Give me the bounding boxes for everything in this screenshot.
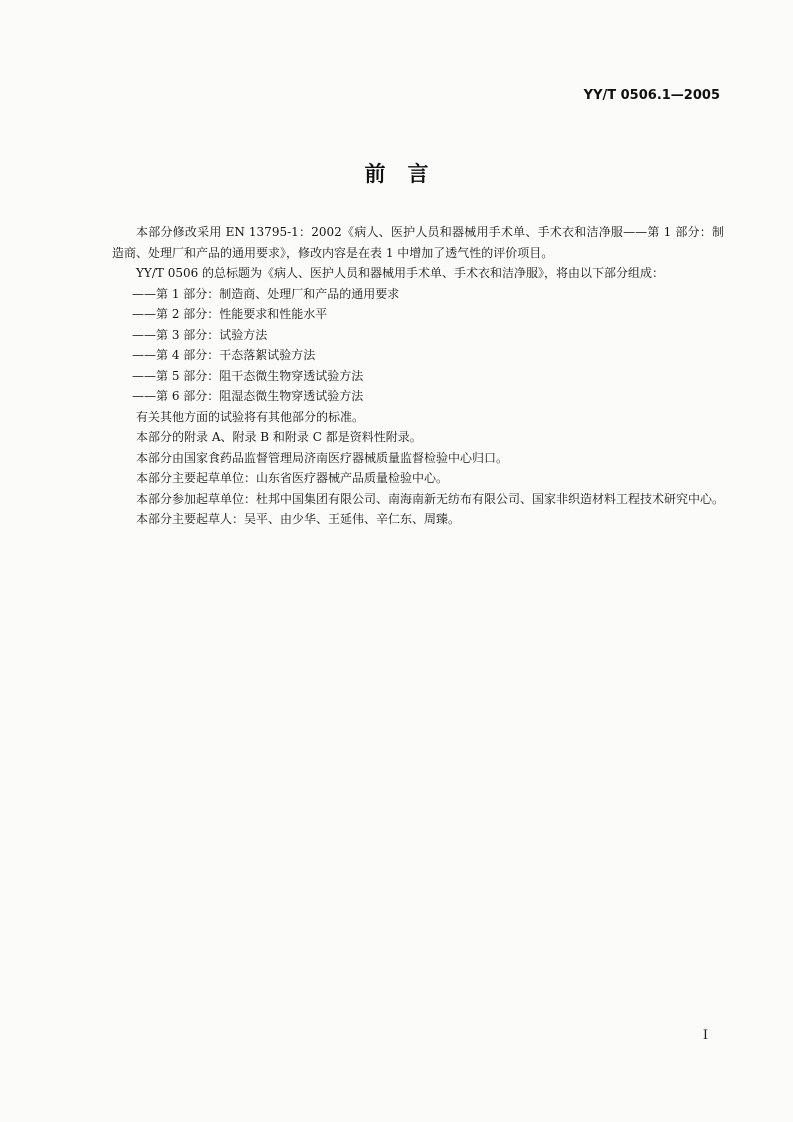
paragraph-main-drafting-unit: 本部分主要起草单位：山东省医疗器械产品质量检验中心。 xyxy=(136,471,449,485)
paragraph-annexes: 本部分的附录 A、附录 B 和附录 C 都是资料性附录。 xyxy=(136,430,422,444)
paragraph-participating-units: 本部分参加起草单位：杜邦中国集团有限公司、南海南新无纺布有限公司、国家非织造材料工程技术研究中心。 xyxy=(136,491,725,506)
page-title: 前言 xyxy=(364,162,451,186)
parts-list xyxy=(112,284,724,407)
list-item: ——第 2 部分：性能要求和性能水平 xyxy=(132,307,328,321)
list-item: ——第 4 部分：干态落絮试验方法 xyxy=(132,348,316,362)
foreword-body xyxy=(112,222,724,530)
list-item: ——第 6 部分：阻湿态微生物穿透试验方法 xyxy=(132,389,364,403)
standard-number: YY/T 0506.1—2005 xyxy=(583,88,720,103)
paragraph-main-drafters: 本部分主要起草人：吴平、由少华、王延伟、辛仁东、周臻。 xyxy=(136,512,461,526)
paragraph-adoption: 本部分修改采用 EN 13795-1：2002《病人、医护人员和器械用手术单、手术衣和洁净服——第 1 部分：制造商、处理厂和产品的通用要求》，修改内容是在表 1 中增加了透气性的评价项目。 xyxy=(112,225,724,260)
list-item: ——第 1 部分：制造商、处理厂和产品的通用要求 xyxy=(132,286,400,301)
paragraph-general-title: YY/T 0506 的总标题为《病人、医护人员和器械用手术单、手术衣和洁净服》，将由以下部分组成： xyxy=(136,266,665,280)
list-item: ——第 5 部分：阻干态微生物穿透试验方法 xyxy=(132,368,364,383)
list-item: ——第 3 部分：试验方法 xyxy=(132,327,268,342)
paragraph-centralized: 本部分由国家食药品监督管理局济南医疗器械质量监督检验中心归口。 xyxy=(136,450,509,465)
paragraph-other-tests: 有关其他方面的试验将有其他部分的标准。 xyxy=(136,409,365,424)
page-number: I xyxy=(702,1028,708,1043)
